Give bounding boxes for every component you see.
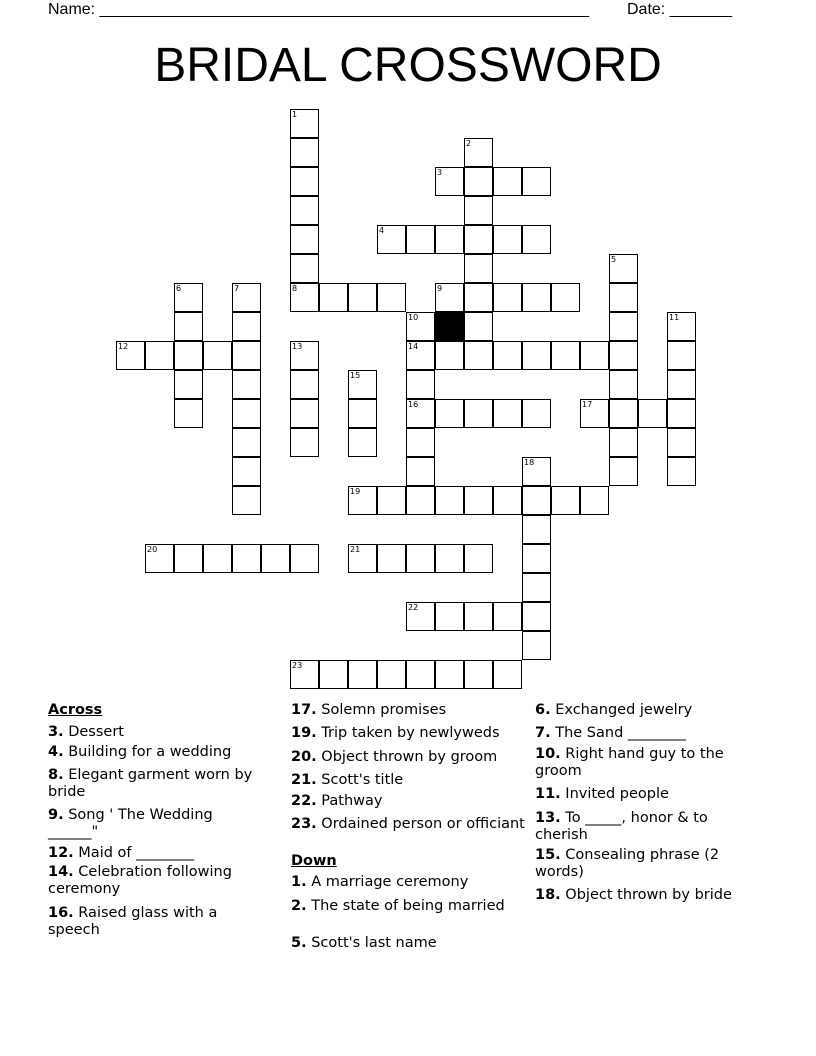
black-cell [435, 312, 464, 341]
grid-cell[interactable] [493, 167, 522, 196]
clue-number-label: 2 [466, 139, 472, 148]
grid-cell[interactable] [522, 457, 551, 486]
clue-number-label: 21 [350, 545, 361, 554]
clue-text: Exchanged jewelry [555, 702, 693, 718]
grid-cell[interactable] [464, 225, 493, 254]
grid-cell[interactable] [348, 283, 377, 312]
grid-cell[interactable] [203, 341, 232, 370]
grid-cell[interactable] [232, 399, 261, 428]
clue-number: 7. [535, 725, 551, 741]
clue-number: 6. [535, 702, 551, 718]
clue-text: Scott's last name [311, 935, 437, 951]
grid-cell[interactable] [435, 341, 464, 370]
grid-cell[interactable] [464, 138, 493, 167]
clue-number: 14. [48, 864, 74, 880]
grid-cell[interactable] [261, 544, 290, 573]
grid-cell[interactable] [232, 283, 261, 312]
grid-cell[interactable] [348, 370, 377, 399]
clue-text: A marriage ceremony [311, 874, 469, 890]
clue-number-label: 12 [118, 342, 129, 351]
grid-cell[interactable] [551, 486, 580, 515]
grid-cell[interactable] [522, 486, 551, 515]
grid-cell[interactable] [290, 283, 319, 312]
grid-cell[interactable] [406, 341, 435, 370]
grid-cell[interactable] [174, 341, 203, 370]
clue-number: 12. [48, 845, 74, 861]
grid-cell[interactable] [667, 428, 696, 457]
grid-cell[interactable] [464, 544, 493, 573]
grid-cell[interactable] [348, 544, 377, 573]
grid-cell[interactable] [232, 341, 261, 370]
clue-item [291, 898, 526, 915]
grid-cell[interactable] [464, 167, 493, 196]
grid-cell[interactable] [435, 399, 464, 428]
clue-item [535, 746, 750, 780]
clue-text: Right hand guy to the groom [535, 746, 724, 779]
grid-cell[interactable] [609, 428, 638, 457]
grid-cell[interactable] [435, 283, 464, 312]
grid-cell[interactable] [609, 370, 638, 399]
grid-cell[interactable] [174, 544, 203, 573]
grid-cell[interactable] [638, 399, 667, 428]
clue-item [291, 772, 526, 789]
grid-cell[interactable] [290, 544, 319, 573]
grid-cell[interactable] [232, 544, 261, 573]
page-title: BRIDAL CROSSWORD [154, 39, 662, 92]
clue-item [48, 905, 253, 939]
grid-cell[interactable] [609, 341, 638, 370]
grid-cell[interactable] [377, 225, 406, 254]
across-heading: Across [48, 702, 103, 718]
grid-cell[interactable] [551, 283, 580, 312]
grid-cell[interactable] [493, 602, 522, 631]
clue-number: 5. [291, 935, 307, 951]
grid-cell[interactable] [551, 341, 580, 370]
clue-text: Object thrown by groom [321, 749, 498, 765]
clue-number-label: 23 [292, 661, 303, 670]
clue-number-label: 9 [437, 284, 443, 293]
grid-cell[interactable] [174, 370, 203, 399]
clue-text: Dessert [68, 724, 124, 740]
clue-number: 19. [291, 725, 317, 741]
clue-item [291, 793, 526, 810]
grid-cell[interactable] [609, 312, 638, 341]
clue-number: 9. [48, 807, 64, 823]
grid-cell[interactable] [319, 660, 348, 689]
grid-cell[interactable] [522, 167, 551, 196]
clue-number-label: 20 [147, 545, 158, 554]
down-heading: Down [291, 853, 337, 869]
grid-cell[interactable] [609, 283, 638, 312]
grid-cell[interactable] [406, 457, 435, 486]
clue-text: Celebration following ceremony [48, 864, 232, 897]
clue-number: 22. [291, 793, 317, 809]
clue-number-label: 1 [292, 110, 298, 119]
clue-item [48, 744, 253, 761]
grid-cell[interactable] [377, 283, 406, 312]
clue-number: 1. [291, 874, 307, 890]
clue-item [291, 816, 526, 833]
grid-cell[interactable] [522, 225, 551, 254]
grid-cell[interactable] [406, 312, 435, 341]
clue-item [291, 935, 526, 952]
grid-cell[interactable] [406, 225, 435, 254]
clue-number-label: 19 [350, 487, 361, 496]
grid-cell[interactable] [464, 660, 493, 689]
grid-cell[interactable] [493, 283, 522, 312]
grid-cell[interactable] [232, 370, 261, 399]
clue-text: To _____, honor & to cherish [535, 810, 708, 843]
grid-cell[interactable] [522, 602, 551, 631]
grid-cell[interactable] [667, 312, 696, 341]
clue-text: Song ' The Wedding ______" [48, 807, 213, 840]
clue-text: Consealing phrase (2 words) [535, 847, 720, 880]
clue-number-label: 11 [669, 313, 680, 322]
grid-cell[interactable] [290, 341, 319, 370]
clue-number: 10. [535, 746, 561, 762]
clue-text: Scott's title [321, 772, 404, 788]
grid-cell[interactable] [667, 457, 696, 486]
grid-cell[interactable] [464, 486, 493, 515]
grid-cell[interactable] [290, 660, 319, 689]
clue-number-label: 17 [582, 400, 593, 409]
clue-text: The Sand ________ [555, 725, 686, 741]
grid-cell[interactable] [290, 428, 319, 457]
grid-cell[interactable] [290, 109, 319, 138]
clue-number: 13. [535, 810, 561, 826]
grid-cell[interactable] [493, 660, 522, 689]
grid-cell[interactable] [464, 283, 493, 312]
clue-number-label: 10 [408, 313, 419, 322]
grid-cell[interactable] [580, 341, 609, 370]
grid-cell[interactable] [348, 399, 377, 428]
grid-cell[interactable] [348, 660, 377, 689]
clue-item [291, 749, 526, 766]
grid-cell[interactable] [493, 341, 522, 370]
grid-cell[interactable] [348, 486, 377, 515]
clue-text: Invited people [565, 786, 669, 802]
clue-number-label: 14 [408, 342, 419, 351]
grid-cell[interactable] [319, 283, 348, 312]
grid-cell[interactable] [174, 312, 203, 341]
grid-cell[interactable] [174, 399, 203, 428]
grid-cell[interactable] [406, 370, 435, 399]
grid-cell[interactable] [116, 341, 145, 370]
grid-cell[interactable] [203, 544, 232, 573]
clue-item [291, 874, 526, 891]
grid-cell[interactable] [377, 660, 406, 689]
clue-item [291, 725, 526, 742]
grid-cell[interactable] [667, 341, 696, 370]
grid-cell[interactable] [435, 660, 464, 689]
grid-cell[interactable] [435, 486, 464, 515]
grid-cell[interactable] [406, 428, 435, 457]
grid-cell[interactable] [464, 196, 493, 225]
name-field[interactable]: Name: _______________________________________________________ [48, 1, 589, 18]
clue-number-label: 7 [234, 284, 240, 293]
clue-number-label: 5 [611, 255, 617, 264]
clue-number: 18. [535, 887, 561, 903]
clue-number: 23. [291, 816, 317, 832]
clue-number: 21. [291, 772, 317, 788]
grid-cell[interactable] [290, 138, 319, 167]
clue-text: Elegant garment worn by bride [48, 767, 253, 800]
grid-cell[interactable] [406, 399, 435, 428]
grid-cell[interactable] [667, 370, 696, 399]
clue-number: 2. [291, 898, 307, 914]
grid-cell[interactable] [522, 399, 551, 428]
clue-number: 17. [291, 702, 317, 718]
grid-cell[interactable] [232, 312, 261, 341]
clue-text: Trip taken by newlyweds [321, 725, 500, 741]
grid-cell[interactable] [406, 544, 435, 573]
grid-cell[interactable] [232, 457, 261, 486]
grid-cell[interactable] [522, 515, 551, 544]
clue-text: Ordained person or officiant [321, 816, 525, 832]
clue-number: 20. [291, 749, 317, 765]
grid-cell[interactable] [580, 486, 609, 515]
clue-text: Building for a wedding [68, 744, 232, 760]
grid-cell[interactable] [406, 486, 435, 515]
clue-number: 3. [48, 724, 64, 740]
clue-number: 15. [535, 847, 561, 863]
grid-cell[interactable] [435, 602, 464, 631]
clue-item [535, 887, 750, 904]
grid-cell[interactable] [464, 312, 493, 341]
grid-cell[interactable] [435, 544, 464, 573]
grid-cell[interactable] [145, 544, 174, 573]
clue-number: 16. [48, 905, 74, 921]
clue-text: Raised glass with a speech [48, 905, 218, 938]
date-field[interactable]: Date: _______ [627, 1, 732, 18]
clue-item [48, 807, 253, 841]
clue-number-label: 22 [408, 603, 419, 612]
clue-number-label: 13 [292, 342, 303, 351]
grid-cell[interactable] [406, 660, 435, 689]
clue-text: Maid of ________ [78, 845, 195, 861]
clue-item [535, 702, 750, 719]
clue-number-label: 4 [379, 226, 385, 235]
grid-cell[interactable] [522, 573, 551, 602]
grid-cell[interactable] [522, 341, 551, 370]
grid-cell[interactable] [464, 399, 493, 428]
grid-cell[interactable] [232, 486, 261, 515]
clue-item [48, 724, 253, 741]
grid-cell[interactable] [435, 167, 464, 196]
grid-cell[interactable] [290, 254, 319, 283]
grid-cell[interactable] [435, 225, 464, 254]
grid-cell[interactable] [290, 399, 319, 428]
clue-number-label: 6 [176, 284, 182, 293]
clue-item [48, 864, 253, 898]
grid-cell[interactable] [493, 486, 522, 515]
grid-cell[interactable] [290, 196, 319, 225]
clue-number: 11. [535, 786, 561, 802]
grid-cell[interactable] [493, 399, 522, 428]
clue-text: The state of being married [311, 898, 505, 914]
clue-text: Pathway [321, 793, 383, 809]
clue-text: Object thrown by bride [565, 887, 732, 903]
grid-cell[interactable] [290, 370, 319, 399]
clue-item [535, 725, 750, 742]
grid-cell[interactable] [522, 544, 551, 573]
grid-cell[interactable] [232, 428, 261, 457]
grid-cell[interactable] [522, 631, 551, 660]
grid-cell[interactable] [609, 457, 638, 486]
grid-cell[interactable] [609, 399, 638, 428]
clue-number-label: 18 [524, 458, 535, 467]
grid-cell[interactable] [609, 254, 638, 283]
grid-cell[interactable] [290, 167, 319, 196]
grid-cell[interactable] [464, 341, 493, 370]
clue-item [291, 702, 526, 719]
clue-number-label: 3 [437, 168, 443, 177]
grid-cell[interactable] [377, 486, 406, 515]
clue-item [48, 845, 253, 862]
grid-cell[interactable] [348, 428, 377, 457]
grid-cell[interactable] [464, 602, 493, 631]
grid-cell[interactable] [464, 254, 493, 283]
grid-cell[interactable] [145, 341, 174, 370]
grid-cell[interactable] [522, 283, 551, 312]
clue-item [535, 847, 750, 881]
grid-cell[interactable] [174, 283, 203, 312]
grid-cell[interactable] [667, 399, 696, 428]
grid-cell[interactable] [580, 399, 609, 428]
clue-number-label: 15 [350, 371, 361, 380]
clue-number-label: 8 [292, 284, 298, 293]
grid-cell[interactable] [290, 225, 319, 254]
clue-number: 8. [48, 767, 64, 783]
clue-item [535, 786, 750, 803]
clue-text: Solemn promises [321, 702, 447, 718]
clue-item [48, 767, 253, 801]
grid-cell[interactable] [406, 602, 435, 631]
clue-number-label: 16 [408, 400, 419, 409]
grid-cell[interactable] [493, 225, 522, 254]
grid-cell[interactable] [377, 544, 406, 573]
clue-item [535, 810, 750, 844]
clue-number: 4. [48, 744, 64, 760]
